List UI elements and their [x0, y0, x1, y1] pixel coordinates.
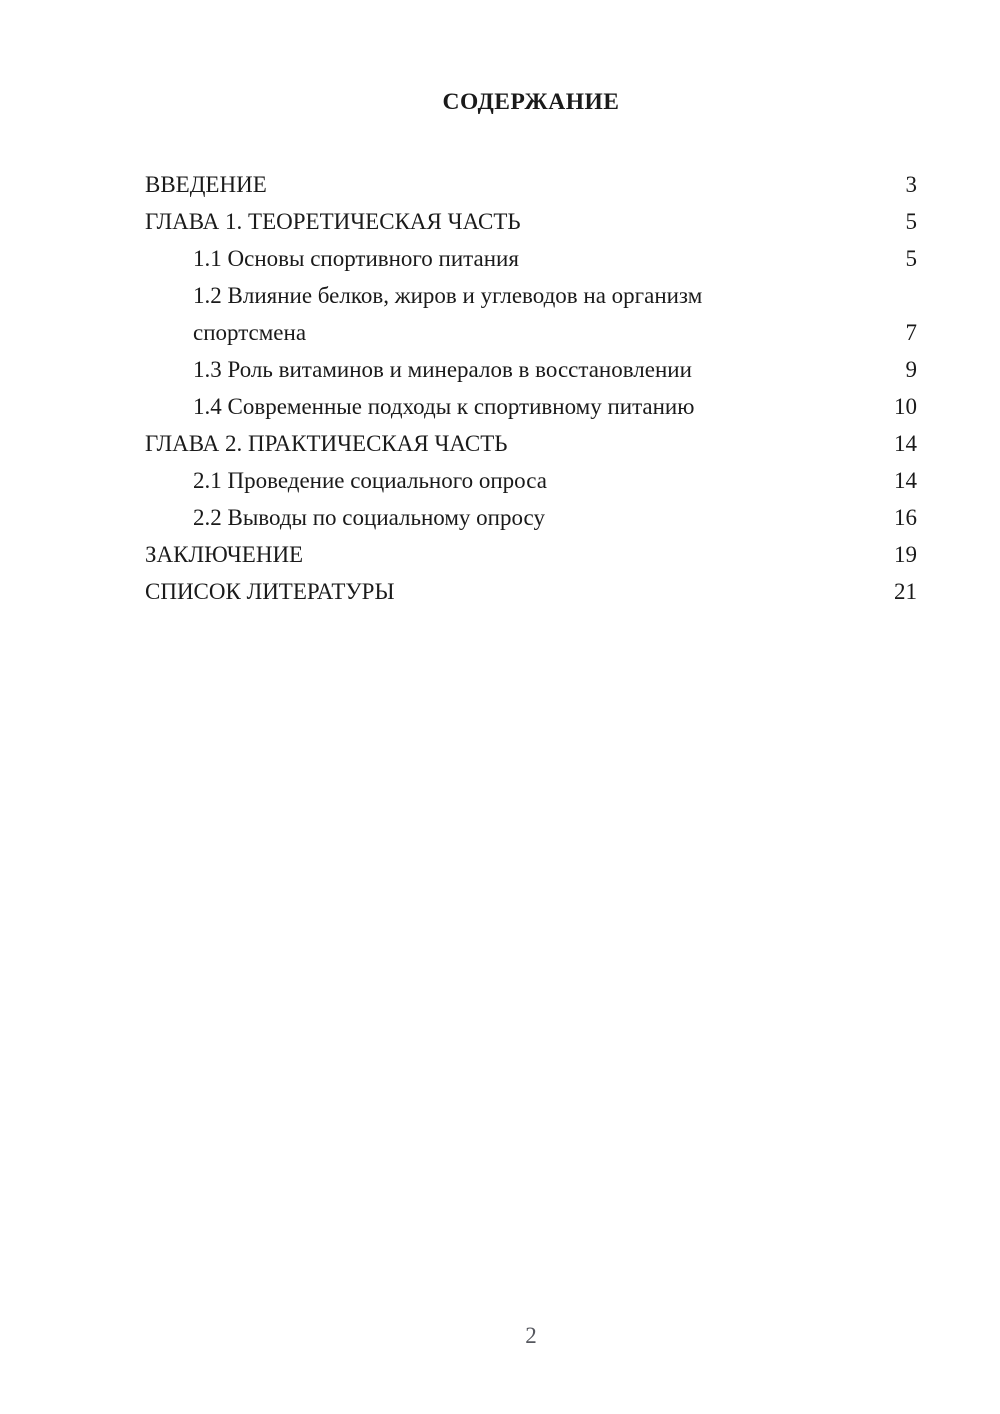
toc-entry-label: 1.3 Роль витаминов и минералов в восстановлении [193, 357, 692, 382]
toc-entry-label: ВВЕДЕНИЕ [145, 172, 267, 197]
toc-entry-page-number: 10 [894, 394, 917, 419]
toc-entry [145, 351, 917, 388]
toc-entry [145, 499, 917, 536]
toc-entry-page-number: 14 [894, 468, 917, 493]
page-title: СОДЕРЖАНИЕ [442, 89, 620, 115]
toc-entry-label: 1.1 Основы спортивного питания [193, 246, 519, 271]
toc-entry-page-number: 3 [905, 172, 917, 197]
footer-page-number: 2 [525, 1323, 537, 1348]
toc-entry [145, 388, 917, 425]
toc-entry [145, 166, 917, 203]
toc-entry-label: 1.4 Современные подходы к спортивному питанию [193, 394, 695, 419]
toc-entry-page-number: 14 [894, 431, 917, 456]
toc-entry-page-number: 19 [894, 542, 917, 567]
toc-entry-label: ГЛАВА 1. ТЕОРЕТИЧЕСКАЯ ЧАСТЬ [145, 209, 521, 234]
toc-entry [145, 536, 917, 573]
toc-entry-page-number: 9 [905, 357, 917, 382]
toc-entry-label: 1.2 Влияние белков, жиров и углеводов на организм спортсмена [193, 283, 703, 345]
toc-entry-label: ГЛАВА 2. ПРАКТИЧЕСКАЯ ЧАСТЬ [145, 431, 508, 456]
toc-entry-label: 2.2 Выводы по социальному опросу [193, 505, 545, 530]
toc-entry-page-number: 21 [894, 579, 917, 604]
toc-entry-page-number: 16 [894, 505, 917, 530]
toc-entry-label: ЗАКЛЮЧЕНИЕ [145, 542, 304, 567]
toc-entry-page-number: 7 [905, 320, 917, 345]
toc-entry [145, 240, 917, 277]
toc-entry [145, 277, 917, 351]
toc-entry [145, 462, 917, 499]
toc-entry-page-number: 5 [905, 209, 917, 234]
toc-entry [145, 425, 917, 462]
toc-entry-label: 2.1 Проведение социального опроса [193, 468, 547, 493]
toc-entry-page-number: 5 [905, 246, 917, 271]
table-of-contents [145, 166, 917, 610]
toc-entry [145, 203, 917, 240]
toc-entry-label: СПИСОК ЛИТЕРАТУРЫ [145, 579, 395, 604]
toc-entry [145, 573, 917, 610]
